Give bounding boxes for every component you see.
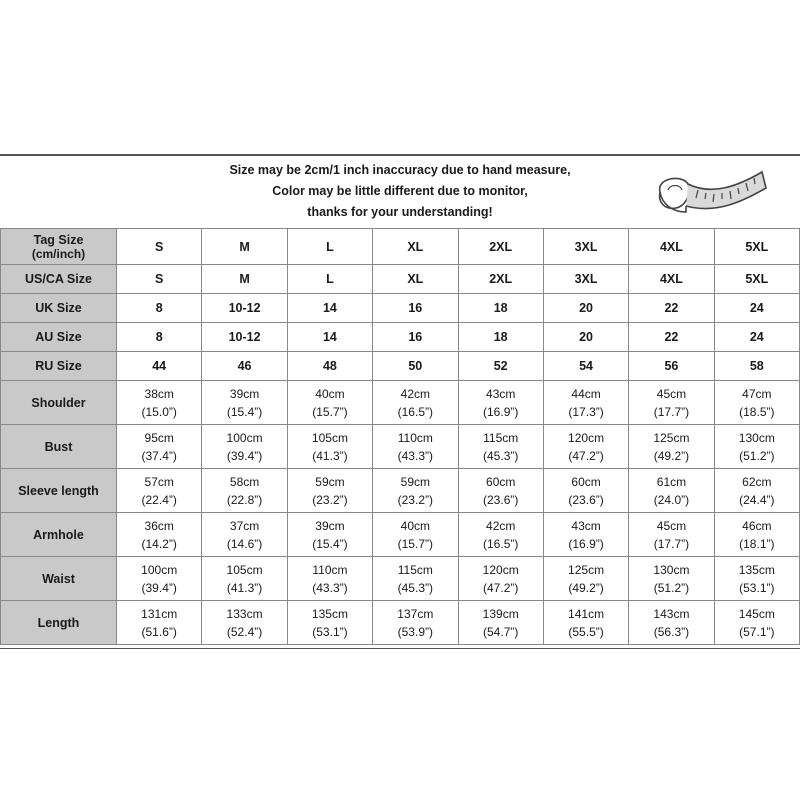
measurement-inch: (43.3”) — [312, 580, 348, 595]
measurement-cell — [458, 381, 543, 425]
measurement-cm: 130cm — [653, 562, 690, 577]
measurement-inch: (16.5”) — [483, 536, 519, 551]
measurement-cell — [714, 601, 799, 645]
measurement-cm: 131cm — [141, 606, 178, 621]
region-size-cell: 24 — [714, 323, 799, 352]
measurement-cm: 139cm — [482, 606, 519, 621]
measurement-cm: 100cm — [141, 562, 178, 577]
tag-size-cell: 4XL — [629, 229, 714, 265]
measurement-inch: (55.5”) — [568, 624, 604, 639]
measurement-inch: (17.7”) — [653, 536, 690, 551]
tag-size-cell: 5XL — [714, 229, 799, 265]
measurement-row — [1, 425, 800, 469]
measurement-cm: 120cm — [482, 562, 519, 577]
measurement-cm: 137cm — [397, 606, 434, 621]
measurement-cell — [117, 381, 202, 425]
measurement-cm: 105cm — [311, 430, 348, 445]
measurement-cm: 100cm — [226, 430, 263, 445]
measurement-inch: (15.0”) — [141, 404, 177, 419]
region-size-cell: 16 — [373, 294, 458, 323]
tag-size-label-line1: Tag Size — [33, 232, 84, 247]
region-size-cell: 56 — [629, 352, 714, 381]
measurement-notice — [140, 160, 660, 223]
region-size-cell: 54 — [543, 352, 628, 381]
region-size-label: RU Size — [1, 352, 117, 381]
measurement-cm: 42cm — [486, 518, 516, 533]
measurement-cell — [373, 557, 458, 601]
measurement-inch: (37.4”) — [141, 448, 177, 463]
measurement-label: Sleeve length — [1, 469, 117, 513]
region-size-cell: S — [117, 265, 202, 294]
measurement-cm: 135cm — [311, 606, 348, 621]
measurement-inch: (52.4”) — [226, 624, 263, 639]
measurement-inch: (15.7”) — [312, 404, 348, 419]
region-size-cell: 18 — [458, 323, 543, 352]
measurement-cell — [714, 381, 799, 425]
measurement-cell — [287, 601, 372, 645]
measurement-inch: (53.9”) — [397, 624, 433, 639]
measurement-cell — [117, 601, 202, 645]
measurement-inch: (49.2”) — [653, 448, 690, 463]
tag-size-cell: 3XL — [543, 229, 628, 265]
measurement-inch: (14.6”) — [226, 536, 263, 551]
measurement-cell — [202, 425, 287, 469]
region-size-cell: 3XL — [543, 265, 628, 294]
measurement-inch: (45.3”) — [397, 580, 433, 595]
measurement-inch: (23.2”) — [312, 492, 348, 507]
measurement-inch: (51.6”) — [141, 624, 177, 639]
region-size-row — [1, 352, 800, 381]
measurement-inch: (51.2”) — [739, 448, 775, 463]
measurement-inch: (16.5”) — [397, 404, 433, 419]
measurement-cell — [117, 469, 202, 513]
measurement-row — [1, 513, 800, 557]
tag-size-label-line2: (cm/inch) — [31, 246, 86, 261]
size-chart — [0, 154, 800, 649]
notice-line-2: Color may be little different due to monitor, — [272, 184, 528, 198]
region-size-cell: 22 — [629, 294, 714, 323]
measurement-cm: 39cm — [229, 386, 260, 401]
measurement-cell — [629, 601, 714, 645]
measurement-cell — [117, 557, 202, 601]
measurement-cell — [287, 513, 372, 557]
measurement-cm: 43cm — [486, 386, 516, 401]
measurement-cell — [458, 557, 543, 601]
measurement-inch: (53.1”) — [739, 580, 775, 595]
measurement-inch: (45.3”) — [483, 448, 519, 463]
measurement-cell — [287, 425, 372, 469]
measurement-cm: 57cm — [144, 474, 174, 489]
measurement-inch: (18.5”) — [739, 404, 775, 419]
region-size-cell: 44 — [117, 352, 202, 381]
region-size-cell: 20 — [543, 323, 628, 352]
measurement-cell — [287, 381, 372, 425]
measurement-inch: (56.3”) — [653, 624, 690, 639]
measurement-inch: (54.7”) — [483, 624, 519, 639]
measurement-inch: (49.2”) — [568, 580, 604, 595]
measurement-inch: (18.1”) — [739, 536, 775, 551]
measurement-inch: (24.0”) — [653, 492, 690, 507]
measurement-cm: 59cm — [315, 474, 345, 489]
measurement-label: Shoulder — [1, 381, 117, 425]
tag-size-label — [1, 229, 117, 265]
measurement-row — [1, 557, 800, 601]
measurement-inch: (39.4”) — [226, 448, 263, 463]
measurement-cm: 61cm — [656, 474, 687, 489]
measurement-inch: (51.2”) — [653, 580, 690, 595]
measurement-cell — [543, 513, 628, 557]
measurement-cm: 60cm — [486, 474, 516, 489]
measurement-inch: (15.4”) — [226, 404, 263, 419]
measurement-cell — [373, 381, 458, 425]
measurement-cell — [629, 469, 714, 513]
measurement-inch: (43.3”) — [397, 448, 433, 463]
measurement-cell — [117, 425, 202, 469]
region-size-cell: 16 — [373, 323, 458, 352]
measurement-cell — [202, 557, 287, 601]
measurement-cell — [458, 425, 543, 469]
measurement-inch: (53.1”) — [312, 624, 348, 639]
measurement-cell — [714, 557, 799, 601]
measurement-cm: 115cm — [483, 430, 519, 445]
measurement-cm: 125cm — [653, 430, 690, 445]
measurement-inch: (16.9”) — [483, 404, 519, 419]
measurement-cell — [629, 557, 714, 601]
measurement-inch: (15.4”) — [312, 536, 348, 551]
region-size-cell: 14 — [287, 323, 372, 352]
region-size-cell: 48 — [287, 352, 372, 381]
measurement-label: Bust — [1, 425, 117, 469]
tag-size-row — [1, 229, 800, 265]
tag-size-cell: S — [117, 229, 202, 265]
measurement-inch: (39.4”) — [141, 580, 177, 595]
region-size-cell: 58 — [714, 352, 799, 381]
measurement-inch: (41.3”) — [312, 448, 348, 463]
measurement-cell — [202, 469, 287, 513]
region-size-label: US/CA Size — [1, 265, 117, 294]
measurement-cm: 36cm — [144, 518, 174, 533]
measurement-inch: (41.3”) — [226, 580, 263, 595]
measurement-label: Length — [1, 601, 117, 645]
measurement-inch: (17.3”) — [568, 404, 604, 419]
measurement-cm: 45cm — [656, 518, 687, 533]
measurement-cm: 130cm — [738, 430, 775, 445]
region-size-cell: 46 — [202, 352, 287, 381]
measurement-cm: 95cm — [144, 430, 174, 445]
region-size-cell: 2XL — [458, 265, 543, 294]
region-size-cell: 10-12 — [202, 294, 287, 323]
measurement-inch: (22.8”) — [226, 492, 263, 507]
measurement-cell — [373, 513, 458, 557]
measurement-cm: 145cm — [738, 606, 775, 621]
measurement-cell — [458, 469, 543, 513]
measurement-cm: 125cm — [568, 562, 605, 577]
measurement-cell — [543, 601, 628, 645]
measurement-cell — [117, 513, 202, 557]
tape-measure-icon — [642, 162, 772, 228]
measurement-inch: (14.2”) — [141, 536, 177, 551]
region-size-row — [1, 323, 800, 352]
measurement-cell — [543, 469, 628, 513]
region-size-cell: 20 — [543, 294, 628, 323]
measurement-cm: 40cm — [315, 386, 345, 401]
measurement-cm: 42cm — [400, 386, 430, 401]
measurement-cell — [373, 469, 458, 513]
region-size-cell: 22 — [629, 323, 714, 352]
measurement-cm: 44cm — [571, 386, 601, 401]
size-table — [0, 228, 800, 645]
measurement-inch: (16.9”) — [568, 536, 604, 551]
measurement-cell — [373, 425, 458, 469]
measurement-cm: 105cm — [226, 562, 263, 577]
measurement-cm: 62cm — [742, 474, 772, 489]
measurement-cell — [287, 469, 372, 513]
measurement-inch: (47.2”) — [568, 448, 604, 463]
measurement-cell — [373, 601, 458, 645]
measurement-inch: (23.6”) — [568, 492, 604, 507]
measurement-cell — [287, 557, 372, 601]
measurement-cell — [202, 381, 287, 425]
measurement-cm: 115cm — [397, 562, 433, 577]
region-size-cell: M — [202, 265, 287, 294]
measurement-cm: 60cm — [571, 474, 601, 489]
measurement-cell — [629, 513, 714, 557]
measurement-cm: 143cm — [653, 606, 690, 621]
measurement-inch: (17.7”) — [653, 404, 690, 419]
measurement-cm: 133cm — [226, 606, 263, 621]
region-size-cell: XL — [373, 265, 458, 294]
region-size-cell: 10-12 — [202, 323, 287, 352]
tag-size-cell: L — [287, 229, 372, 265]
measurement-cm: 59cm — [400, 474, 430, 489]
measurement-cm: 45cm — [656, 386, 687, 401]
measurement-inch: (57.1”) — [739, 624, 775, 639]
measurement-cm: 38cm — [144, 386, 174, 401]
tag-size-cell: M — [202, 229, 287, 265]
measurement-inch: (22.4”) — [141, 492, 177, 507]
measurement-cm: 110cm — [397, 430, 433, 445]
measurement-cell — [458, 513, 543, 557]
measurement-cell — [543, 425, 628, 469]
region-size-cell: 50 — [373, 352, 458, 381]
measurement-cell — [629, 381, 714, 425]
region-size-cell: 14 — [287, 294, 372, 323]
measurement-inch: (47.2”) — [483, 580, 519, 595]
tag-size-cell: XL — [373, 229, 458, 265]
measurement-inch: (23.6”) — [483, 492, 519, 507]
measurement-inch: (15.7”) — [397, 536, 433, 551]
notice-line-3: thanks for your understanding! — [307, 205, 493, 219]
measurement-cell — [629, 425, 714, 469]
measurement-row — [1, 469, 800, 513]
region-size-cell: 8 — [117, 294, 202, 323]
measurement-cell — [458, 601, 543, 645]
measurement-inch: (23.2”) — [397, 492, 433, 507]
measurement-cm: 39cm — [315, 518, 345, 533]
region-size-label: UK Size — [1, 294, 117, 323]
measurement-cm: 141cm — [568, 606, 605, 621]
measurement-cm: 135cm — [738, 562, 775, 577]
measurement-cm: 58cm — [229, 474, 260, 489]
measurement-row — [1, 601, 800, 645]
chart-header — [0, 156, 800, 229]
measurement-cm: 37cm — [229, 518, 260, 533]
measurement-cm: 110cm — [312, 562, 348, 577]
measurement-cm: 40cm — [400, 518, 430, 533]
measurement-row — [1, 381, 800, 425]
region-size-cell: 18 — [458, 294, 543, 323]
region-size-cell: 24 — [714, 294, 799, 323]
measurement-cm: 43cm — [571, 518, 601, 533]
measurement-cell — [543, 381, 628, 425]
region-size-label: AU Size — [1, 323, 117, 352]
measurement-cell — [714, 425, 799, 469]
region-size-row — [1, 265, 800, 294]
tag-size-cell: 2XL — [458, 229, 543, 265]
measurement-label: Armhole — [1, 513, 117, 557]
region-size-cell: 52 — [458, 352, 543, 381]
measurement-label: Waist — [1, 557, 117, 601]
notice-line-1: Size may be 2cm/1 inch inaccuracy due to hand measure, — [229, 163, 571, 177]
measurement-cell — [714, 469, 799, 513]
measurement-cm: 46cm — [742, 518, 772, 533]
measurement-cell — [543, 557, 628, 601]
measurement-cm: 120cm — [568, 430, 605, 445]
measurement-inch: (24.4”) — [739, 492, 775, 507]
region-size-row — [1, 294, 800, 323]
region-size-cell: 8 — [117, 323, 202, 352]
region-size-cell: 5XL — [714, 265, 799, 294]
region-size-cell: 4XL — [629, 265, 714, 294]
measurement-cm: 47cm — [742, 386, 772, 401]
measurement-cell — [714, 513, 799, 557]
measurement-cell — [202, 513, 287, 557]
measurement-cell — [202, 601, 287, 645]
region-size-cell: L — [287, 265, 372, 294]
